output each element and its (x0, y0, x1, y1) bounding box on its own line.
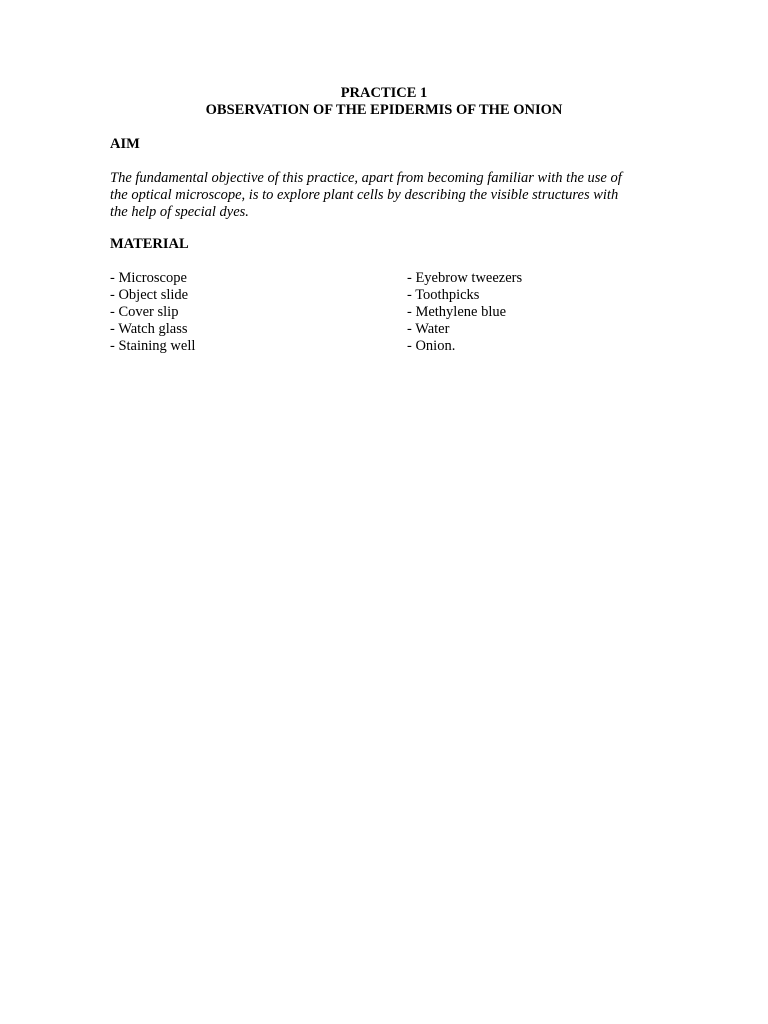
material-list-left (110, 270, 195, 355)
material-item: - Cover slip (110, 304, 179, 320)
material-item: - Staining well (110, 338, 196, 354)
material-item: - Object slide (110, 287, 189, 303)
material-item: - Methylene blue (407, 304, 507, 320)
material-item: - Toothpicks (407, 287, 480, 303)
material-item: - Microscope (110, 270, 187, 286)
title-line-2: OBSERVATION OF THE EPIDERMIS OF THE ONION (205, 102, 563, 118)
aim-heading: AIM (110, 136, 140, 152)
aim-line: the optical microscope, is to explore plant cells by describing the visible structures with (110, 187, 619, 203)
aim-line: The fundamental objective of this practice, apart from becoming familiar with the use of (110, 170, 622, 186)
material-item: - Onion. (407, 338, 456, 354)
material-item: - Watch glass (110, 321, 188, 337)
material-heading: MATERIAL (110, 236, 189, 252)
aim-paragraph (110, 170, 670, 221)
document-title (0, 85, 768, 119)
aim-line: the help of special dyes. (110, 204, 249, 220)
material-item: - Eyebrow tweezers (407, 270, 523, 286)
title-line-1: PRACTICE 1 (340, 85, 428, 101)
material-item: - Water (407, 321, 450, 337)
material-list-right (407, 270, 522, 355)
